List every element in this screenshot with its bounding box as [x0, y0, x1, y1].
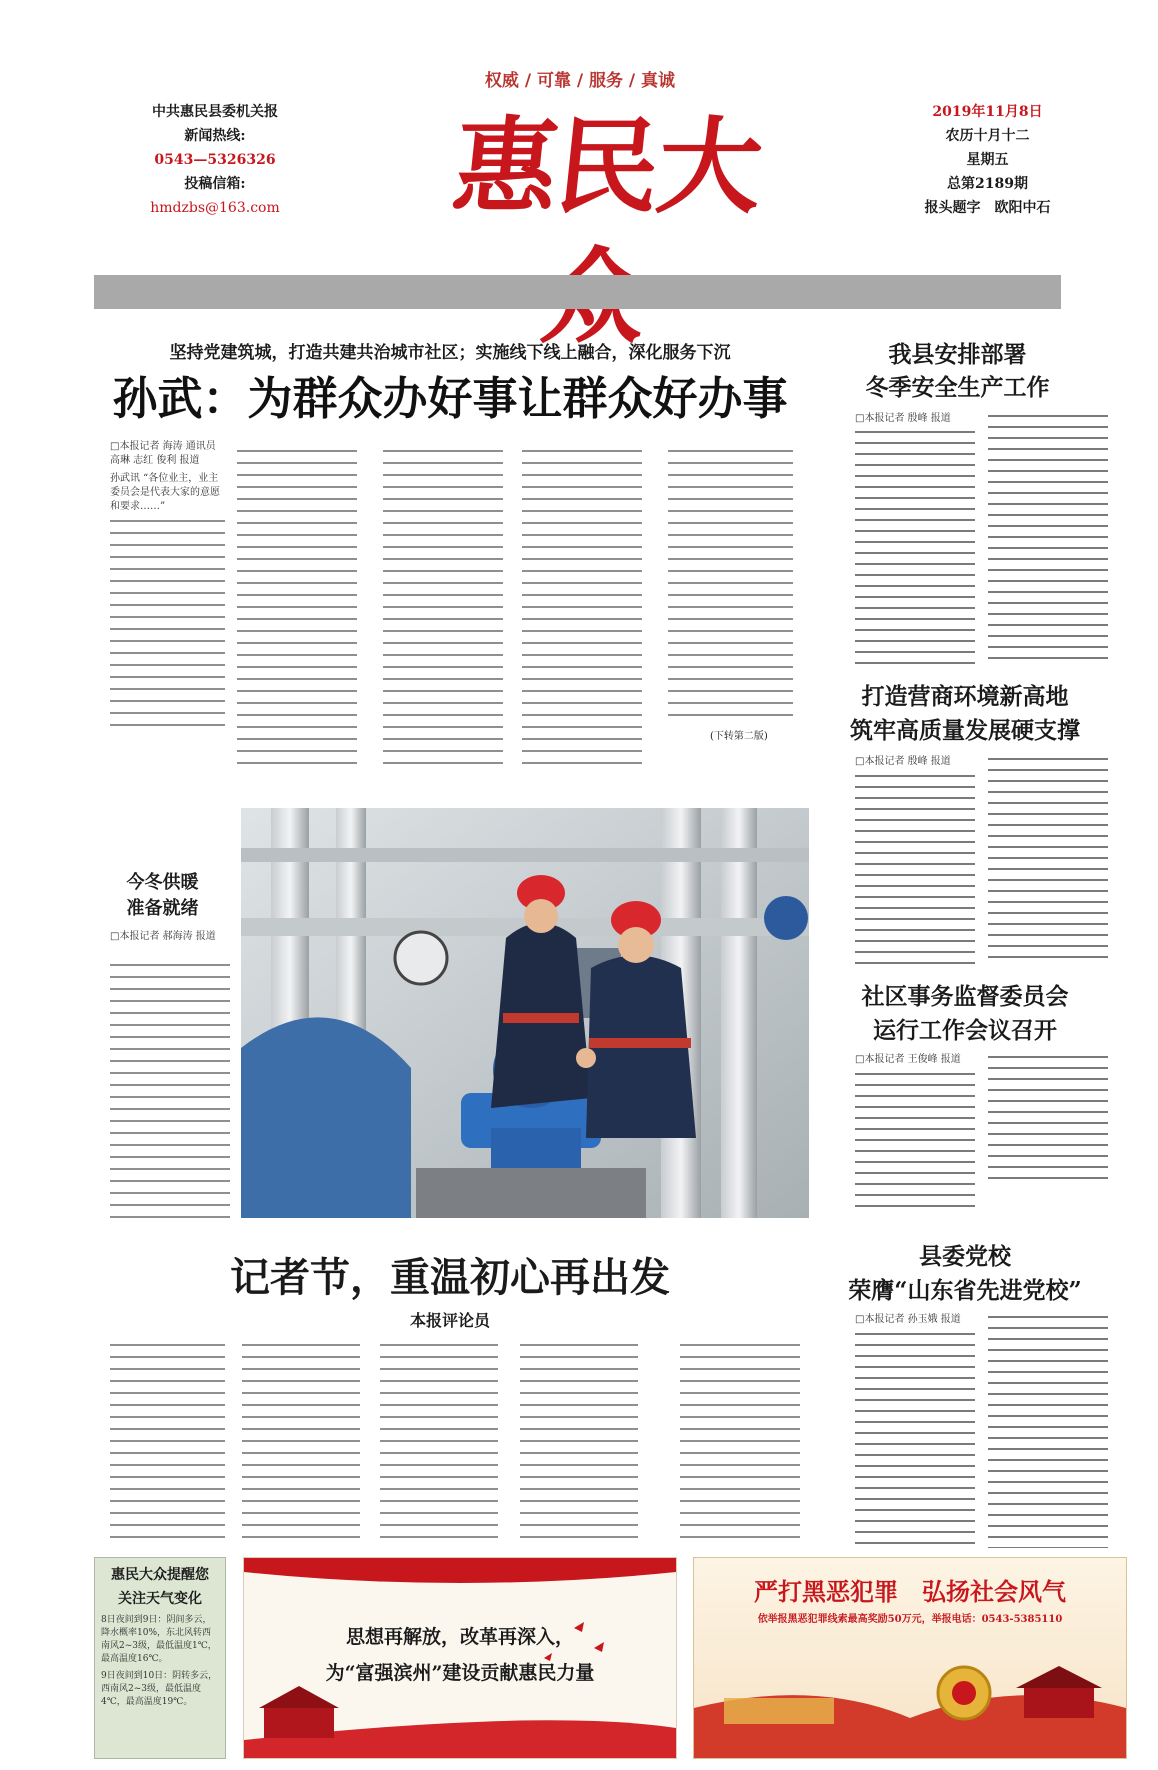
business-byline: □本报记者 殷峰 报道 — [855, 756, 951, 767]
ad-reform-line2: 为“富强滨州”建设贡献惠民力量 — [325, 1662, 595, 1684]
community-title — [830, 980, 1100, 1048]
weather-day1: 8日夜间到9日：阴间多云，降水概率10%，东北风转西南风2~3级，最低温度1℃，最高温度16℃。 — [101, 1615, 217, 1664]
partyschool-byline: □本报记者 孙玉娥 报道 — [855, 1314, 961, 1325]
commentary-col2 — [242, 1340, 360, 1545]
issue-date: 2019年11月8日 — [932, 104, 1043, 120]
calligraphy-credit: 报头题字 欧阳中石 — [924, 200, 1051, 216]
issue-number: 总第2189期 — [947, 176, 1028, 192]
commentary-col1 — [110, 1340, 225, 1545]
lead-first-para: 孙武讯 “各位业主，业主委员会是代表大家的意愿和要求……” — [110, 473, 220, 512]
lead-continued: (下转第二版) — [710, 731, 768, 742]
ad-crime-sub: 依举报黑恶犯罪线索最高奖励50万元，举报电话：0543-5385110 — [757, 1614, 1063, 1625]
community-byline: □本报记者 王俊峰 报道 — [855, 1054, 961, 1065]
partyschool-text-col1 — [855, 1330, 975, 1548]
newspaper-title: 惠民大众 — [447, 105, 767, 228]
safety-title-line1: 我县安排部署 — [888, 341, 1027, 368]
business-text-col1 — [855, 772, 975, 967]
business-title — [830, 680, 1100, 748]
weather-title-line1: 惠民大众提醒您 — [111, 1567, 209, 1583]
community-title-line2: 运行工作会议召开 — [873, 1017, 1057, 1044]
lead-kicker: 坚持党建筑城，打造共建共治城市社区；实施线下线上融合，深化服务下沉 — [169, 343, 731, 363]
partyschool-title-line2: 荣膺“山东省先进党校” — [848, 1277, 1082, 1304]
lead-text-col3 — [383, 446, 503, 766]
ad-reform-line1: 思想再解放，改革再深入， — [345, 1626, 574, 1648]
masthead-divider — [94, 275, 1061, 309]
commentary-col3 — [380, 1340, 498, 1545]
business-title-line1: 打造营商环境新高地 — [861, 683, 1069, 710]
heating-title-line2: 准备就绪 — [126, 898, 199, 919]
issue-info — [915, 100, 1060, 220]
lunar-date: 农历十月十二 — [945, 128, 1030, 144]
commentary-headline: 记者节，重温初心再出发 — [230, 1254, 670, 1301]
community-text-col2 — [988, 1053, 1108, 1186]
publisher-name: 中共惠民县委机关报 — [152, 104, 278, 120]
lead-byline: □本报记者 海涛 通讯员 高琳 志红 俊利 报道 — [110, 441, 216, 466]
partyschool-text-col2 — [988, 1313, 1108, 1548]
mailbox-email: hmdzbs@163.com — [150, 200, 280, 216]
ad-crime-title: 严打黑恶犯罪 弘扬社会风气 — [754, 1577, 1066, 1606]
commentary-author: 本报评论员 — [409, 1311, 490, 1330]
heating-title-line1: 今冬供暖 — [126, 872, 199, 893]
weather-box — [94, 1557, 226, 1759]
lead-text-col5 — [668, 446, 793, 716]
lead-text-col1 — [110, 516, 225, 736]
lead-photo — [241, 808, 809, 1218]
commentary-col5 — [680, 1340, 800, 1545]
partyschool-title-line1: 县委党校 — [919, 1243, 1011, 1270]
hotline-number: 0543—5326326 — [154, 152, 276, 168]
mailbox-label: 投稿信箱: — [184, 176, 246, 192]
lead-column-1 — [110, 440, 225, 765]
safety-title — [830, 338, 1085, 404]
weather-day2: 9日夜间到10日：阴转多云，西南风2~3级，最低温度4℃，最高温度19℃。 — [101, 1671, 218, 1707]
ad-reform-banner — [243, 1557, 677, 1759]
weekday: 星期五 — [966, 152, 1009, 168]
business-title-line2: 筑牢高质量发展硬支撑 — [850, 717, 1080, 744]
safety-text-col1 — [855, 428, 975, 668]
safety-title-line2: 冬季安全生产工作 — [865, 374, 1050, 401]
community-text-col1 — [855, 1070, 975, 1216]
partyschool-title — [830, 1240, 1100, 1308]
lead-text-col4 — [522, 446, 642, 766]
safety-byline: □本报记者 殷峰 报道 — [855, 413, 951, 424]
ad-crime-banner — [693, 1557, 1127, 1759]
weather-title-line2: 关注天气变化 — [118, 1591, 202, 1607]
publisher-info — [140, 100, 290, 220]
commentary-col4 — [520, 1340, 638, 1545]
business-text-col2 — [988, 755, 1108, 967]
community-title-line1: 社区事务监督委员会 — [861, 983, 1069, 1010]
heating-title — [105, 870, 220, 922]
hotline-label: 新闻热线: — [184, 128, 246, 144]
lead-headline: 孙武：为群众办好事让群众好办事 — [112, 372, 788, 425]
heating-byline: □本报记者 郝海涛 报道 — [110, 931, 216, 942]
masthead-slogan: 权威 / 可靠 / 服务 / 真诚 — [484, 71, 676, 91]
lead-text-col2 — [237, 446, 357, 766]
safety-text-col2 — [988, 412, 1108, 668]
ad-crime-decoration — [694, 1638, 1126, 1758]
photo-heating-workers — [241, 808, 809, 1218]
heating-text — [110, 960, 230, 1220]
